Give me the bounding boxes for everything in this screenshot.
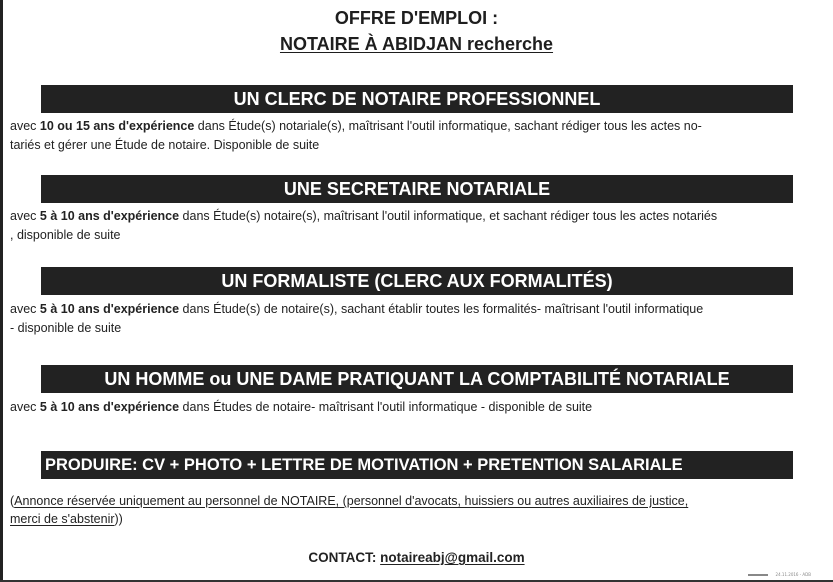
experience-requirement: 5 à 10 ans d'expérience: [39, 209, 180, 223]
position-heading-secretaire: UNE SECRETAIRE NOTARIALE: [41, 175, 793, 203]
experience-requirement: 5 à 10 ans d'expérience: [39, 302, 180, 316]
stamp-text: 24.11.2016 - ADB: [775, 572, 811, 577]
notice-close: )): [114, 512, 123, 526]
position-heading-formaliste: UN FORMALISTE (CLERC AUX FORMALITÉS): [41, 267, 793, 295]
notice-line-1: Annonce réservée uniquement au personnel de NOTAIRE, (personnel d'avocats, huissiers ou autres auxiliaires de justice,: [14, 494, 689, 508]
contact-email-link[interactable]: notaireabj@gmail.com: [380, 550, 525, 565]
position-description-clerc: [10, 117, 825, 155]
description-prefix: avec: [10, 119, 40, 133]
stamp-mark: [748, 574, 768, 576]
description-prefix: avec: [10, 209, 40, 223]
contact-label: CONTACT:: [308, 550, 381, 565]
description-prefix: avec: [10, 302, 40, 316]
contact-line: [0, 549, 833, 567]
description-text-continued: tariés et gérer une Étude de notaire. Disponible de suite: [10, 138, 320, 152]
position-description-secretaire: [10, 207, 825, 245]
description-text: dans Étude(s) notaire(s), maîtrisant l'outil informatique, et sachant rédiger tous les actes notariés: [179, 209, 718, 223]
description-text: dans Étude(s) de notaire(s), sachant établir toutes les formalités- maîtrisant l'outil informatique: [179, 302, 704, 316]
experience-requirement: 5 à 10 ans d'expérience: [39, 400, 180, 414]
position-heading-comptabilite: UN HOMME ou UNE DAME PRATIQUANT LA COMPTABILITÉ NOTARIALE: [41, 365, 793, 393]
scan-stamp: [748, 572, 811, 577]
description-prefix: avec: [10, 400, 40, 414]
document-title: OFFRE D'EMPLOI :: [334, 8, 499, 28]
restriction-notice: [10, 492, 825, 528]
document-subtitle: [0, 33, 833, 55]
description-text-continued: - disponible de suite: [10, 321, 122, 335]
subtitle-text: NOTAIRE À ABIDJAN recherche: [279, 34, 554, 54]
notice-line-2: merci de s'abstenir: [10, 512, 115, 526]
page-left-edge: [0, 0, 3, 582]
description-text: dans Études de notaire- maîtrisant l'outil informatique - disponible de suite: [179, 400, 593, 414]
notice-open: (: [10, 494, 15, 508]
description-text: dans Étude(s) notariale(s), maîtrisant l'outil informatique, sachant rédiger tous les actes no-: [194, 119, 702, 133]
position-heading-clerc: UN CLERC DE NOTAIRE PROFESSIONNEL: [41, 85, 793, 113]
position-description-formaliste: [10, 300, 825, 338]
experience-requirement: 10 ou 15 ans d'expérience: [39, 119, 195, 133]
description-text-continued: , disponible de suite: [10, 228, 121, 242]
position-description-comptabilite: [10, 398, 825, 417]
application-requirements: PRODUIRE: CV + PHOTO + LETTRE DE MOTIVATION + PRETENTION SALARIALE: [41, 451, 793, 479]
